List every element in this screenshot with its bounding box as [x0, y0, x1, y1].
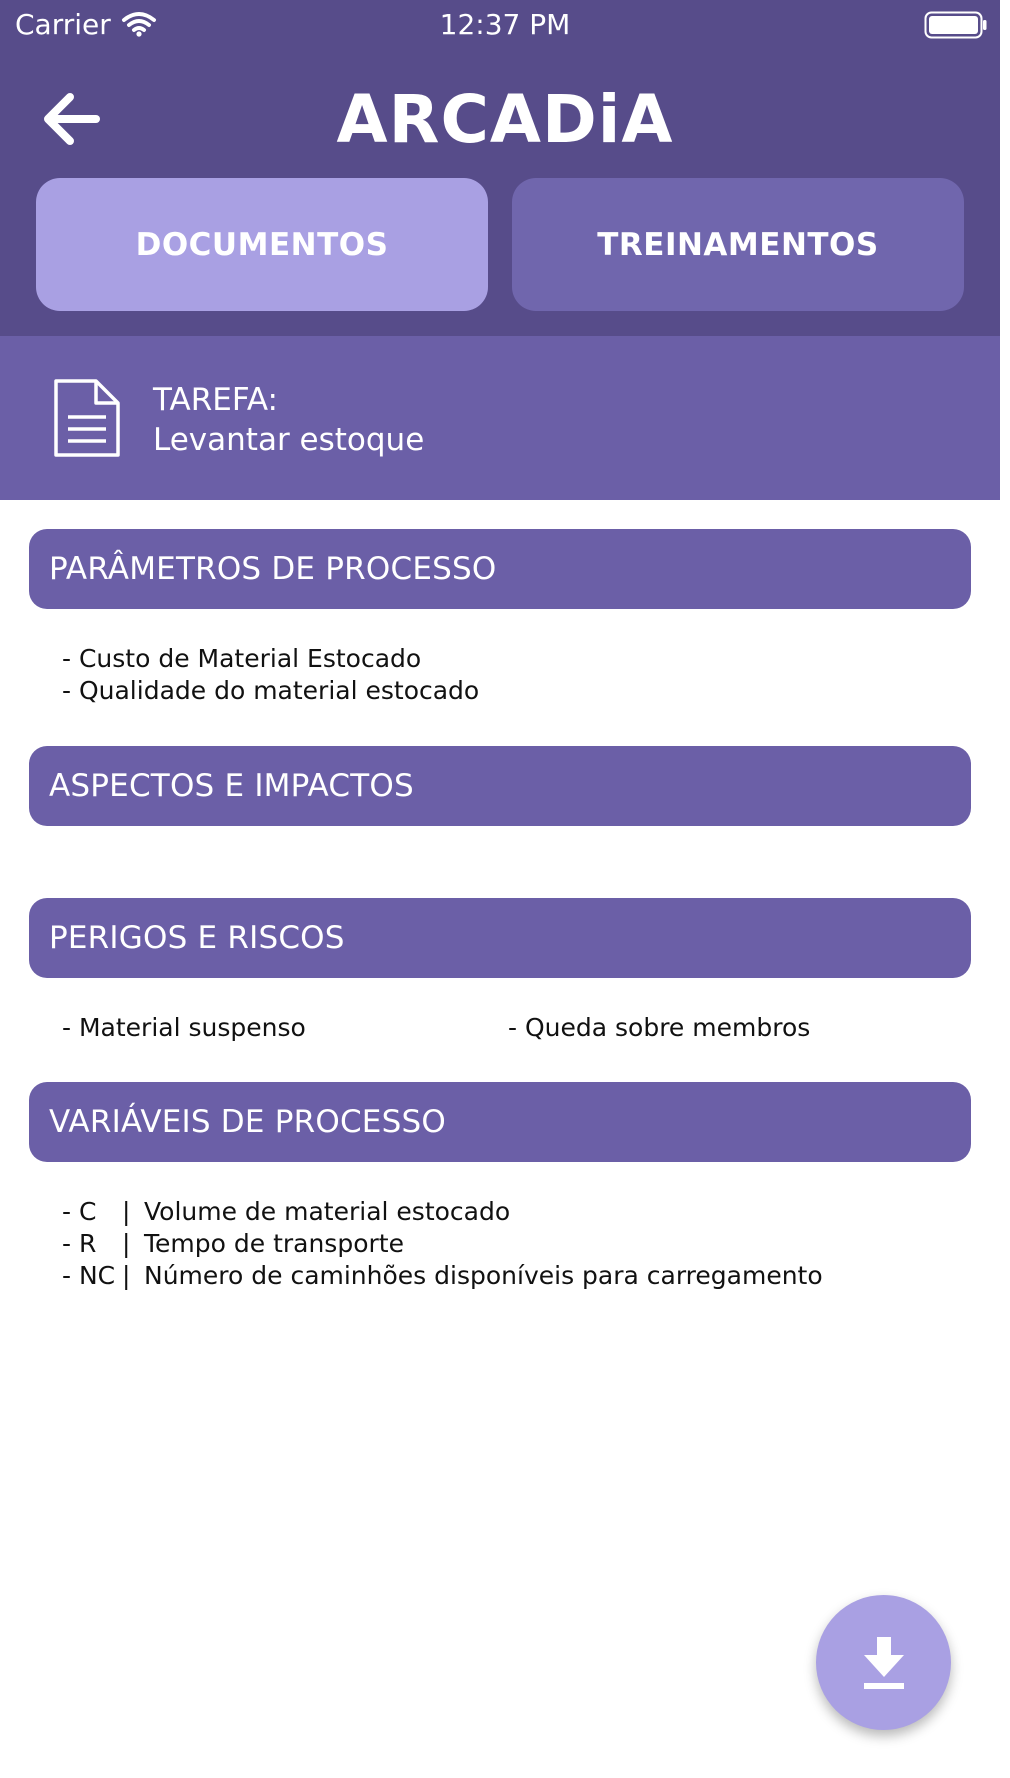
task-label: TAREFA:: [153, 382, 278, 418]
variable-text: Volume de material estocado: [144, 1197, 511, 1226]
tab-treinamentos[interactable]: TREINAMENTOS: [512, 178, 964, 311]
tab-documentos[interactable]: DOCUMENTOS: [36, 178, 488, 311]
variable-code: - R: [62, 1229, 97, 1258]
task-bar: [0, 336, 1000, 500]
document-icon: [52, 377, 122, 459]
variable-separator: |: [122, 1229, 131, 1258]
arcadia-logo: [336, 80, 674, 158]
carrier-label: Carrier: [15, 8, 111, 41]
clock: 12:37 PM: [439, 8, 571, 41]
arrow-left-icon: [40, 90, 104, 148]
download-button[interactable]: [816, 1595, 951, 1730]
download-icon: [860, 1635, 908, 1691]
variable-row: [62, 1228, 404, 1260]
section-header-aspectos[interactable]: ASPECTOS E IMPACTOS: [29, 746, 971, 826]
variable-text: Tempo de transporte: [144, 1229, 404, 1258]
variable-separator: |: [122, 1261, 131, 1290]
list-item: - Material suspenso: [62, 1013, 306, 1042]
logo-text: ARCADiA: [336, 81, 674, 158]
app-header: [0, 0, 1000, 336]
status-bar: [0, 0, 1000, 50]
section-header-perigos[interactable]: PERIGOS E RISCOS: [29, 898, 971, 978]
back-button[interactable]: [40, 90, 104, 148]
section-header-variaveis[interactable]: VARIÁVEIS DE PROCESSO: [29, 1082, 971, 1162]
variable-text: Número de caminhões disponíveis para carregamento: [144, 1261, 823, 1290]
task-value: Levantar estoque: [153, 422, 425, 458]
list-item: - Custo de Material Estocado: [62, 644, 422, 673]
variable-row: [62, 1260, 823, 1292]
variable-code: - C: [62, 1197, 97, 1226]
list-item: - Qualidade do material estocado: [62, 676, 480, 705]
battery-icon: [924, 11, 988, 39]
variable-row: [62, 1196, 510, 1228]
variable-code: - NC: [62, 1261, 116, 1290]
section-header-parametros[interactable]: PARÂMETROS DE PROCESSO: [29, 529, 971, 609]
variable-separator: |: [122, 1197, 131, 1226]
list-item: - Queda sobre membros: [508, 1013, 811, 1042]
